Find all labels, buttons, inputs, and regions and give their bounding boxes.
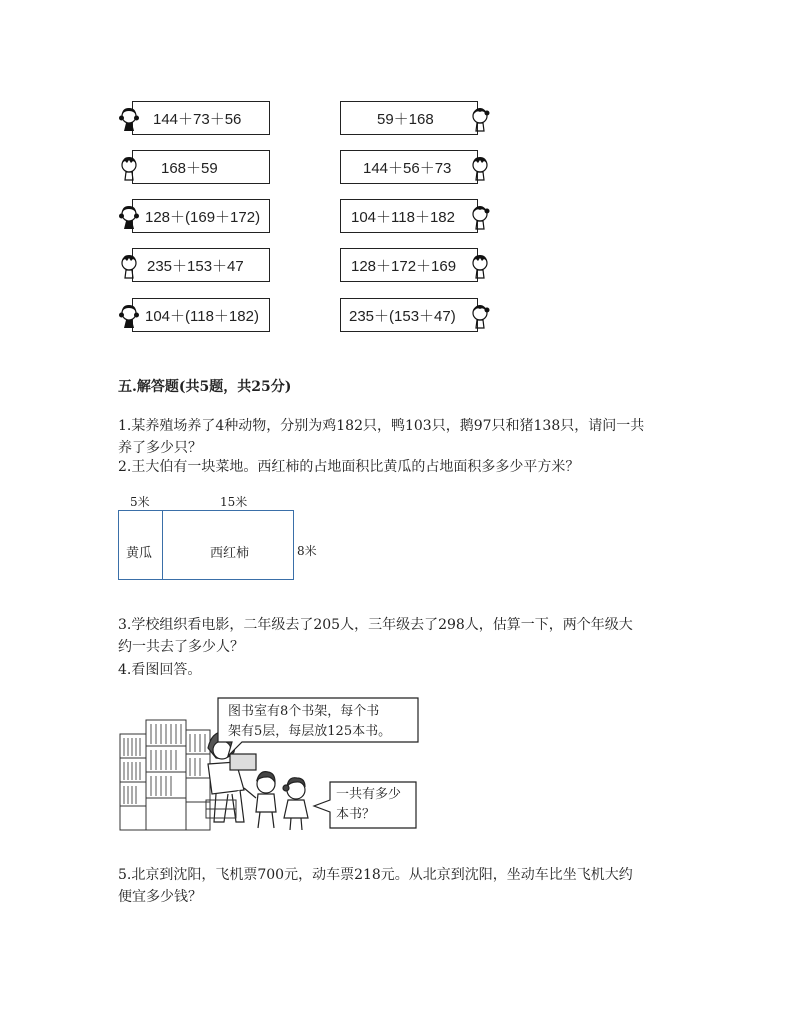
expression-text: 128＋172＋169 [351, 257, 457, 275]
expression-text: 168＋59 [161, 159, 218, 177]
expression-box-right-5 [340, 298, 478, 332]
expression-text: 59＋168 [377, 110, 434, 128]
question-1-line-1: 1.某养殖场养了4种动物，分别为鸡182只，鸭103只，鹅97只和猪138只，请问一共 [118, 418, 645, 434]
expression-box-left-4 [132, 248, 270, 282]
expression-text: 144＋73＋56 [153, 110, 242, 128]
child-speech-line-1: 一共有多少 [336, 787, 402, 802]
expression-text: 235＋153＋47 [147, 257, 244, 275]
girl-kid-icon [119, 303, 139, 329]
expression-box-left-3 [132, 199, 270, 233]
girl-kid-icon [470, 204, 490, 230]
question-3 [118, 614, 688, 658]
question-4: 4.看图回答。 [118, 662, 202, 678]
question-1-line-2: 养了多少只？ [118, 440, 202, 456]
question-3-line-1: 3.学校组织看电影，二年级去了205人，三年级去了298人，估算一下，两个年级大 [118, 617, 633, 633]
expression-box-right-4 [340, 248, 478, 282]
boy-kid-icon [470, 253, 490, 279]
question-5-line-2: 便宜多少钱？ [118, 889, 202, 905]
tomato-region-label: 西红柿 [210, 546, 250, 561]
expression-box-left-5 [132, 298, 270, 332]
expression-text: 128＋(169＋172) [145, 208, 261, 226]
question-3-line-2: 约一共去了多少人？ [118, 639, 244, 655]
teacher-speech-line-2: 架有5层，每层放125本书。 [228, 724, 392, 739]
expression-box-left-1 [132, 101, 270, 135]
expression-box-left-2 [132, 150, 270, 184]
width-small-label: 5米 [130, 495, 150, 509]
boy-kid-icon [119, 253, 139, 279]
expression-text: 144＋56＋73 [363, 159, 452, 177]
expression-box-right-1 [340, 101, 478, 135]
question-5 [118, 864, 688, 908]
girl-kid-icon [470, 303, 490, 329]
expression-text: 104＋(118＋182) [145, 307, 259, 325]
field-divider [162, 510, 163, 580]
question-5-line-1: 5.北京到沈阳，飞机票700元，动车票218元。从北京到沈阳，坐动车比坐飞机大约 [118, 867, 633, 883]
expression-text: 104＋118＋182 [351, 208, 455, 226]
question-1 [118, 415, 688, 459]
cucumber-region-label: 黄瓜 [126, 546, 153, 561]
height-label: 8米 [297, 544, 317, 558]
expression-box-right-3 [340, 199, 478, 233]
child-speech-bubble [336, 785, 401, 825]
question-2: 2.王大伯有一块菜地。西红柿的占地面积比黄瓜的占地面积多多少平方米？ [118, 459, 580, 475]
width-large-label: 15米 [220, 495, 248, 509]
section-title: 五.解答题(共5题，共25分) [118, 379, 292, 395]
child-speech-line-2: 本书？ [336, 807, 376, 822]
girl-kid-icon [119, 204, 139, 230]
expression-box-right-2 [340, 150, 478, 184]
teacher-speech-line-1: 图书室有8个书架，每个书 [228, 704, 380, 719]
girl-kid-icon [119, 106, 139, 132]
boy-kid-icon [119, 155, 139, 181]
girl-kid-icon [470, 106, 490, 132]
teacher-speech-bubble [228, 702, 391, 742]
boy-kid-icon [470, 155, 490, 181]
expression-text: 235＋(153＋47) [349, 307, 456, 325]
